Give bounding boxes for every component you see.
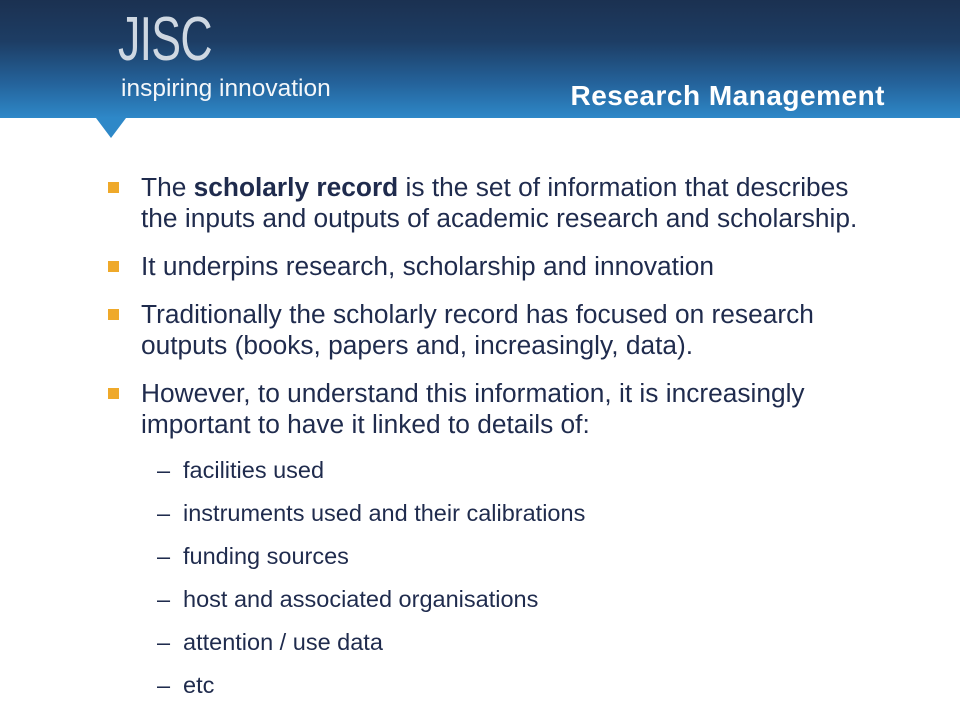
- sub-bullet-dash: –: [157, 672, 171, 698]
- sub-bullet-text: etc: [183, 672, 215, 698]
- bullet-item: [141, 378, 877, 440]
- sub-bullet-text: funding sources: [183, 543, 349, 569]
- bullet-text-bold: scholarly record: [193, 172, 399, 202]
- bullet-item: [141, 251, 877, 282]
- bullet-marker: [108, 182, 119, 193]
- section-title: Research Management: [570, 80, 885, 111]
- header-notch: [96, 118, 126, 138]
- sub-bullet-item: [141, 671, 877, 699]
- sub-bullet-text: host and associated organisations: [183, 586, 539, 612]
- sub-bullet-text: instruments used and their calibrations: [183, 500, 586, 526]
- sub-bullet-text: facilities used: [183, 457, 325, 483]
- bullet-text: It underpins research, scholarship and innovation: [141, 251, 715, 281]
- bullet-text-part: is the set of information that describes the inputs and outputs of academic research and scholarship.: [141, 172, 858, 233]
- sub-bullet-item: [141, 585, 877, 613]
- sub-bullet-list: [141, 456, 877, 699]
- bullet-marker: [108, 388, 119, 399]
- sub-bullet-item: [141, 628, 877, 656]
- sub-bullet-dash: –: [157, 543, 171, 569]
- bullet-item: [141, 172, 877, 234]
- sub-bullet-item: [141, 542, 877, 570]
- jisc-logo: JISC: [118, 5, 212, 74]
- bullet-item: [141, 299, 877, 361]
- bullet-text: [141, 172, 857, 233]
- sub-bullet-dash: –: [157, 586, 171, 612]
- bullet-text-part: The: [141, 172, 194, 202]
- sub-bullet-dash: –: [157, 629, 171, 655]
- header-banner: [0, 0, 960, 118]
- sub-bullet-dash: –: [157, 457, 171, 483]
- bullet-text: However, to understand this information, it is increasingly important to have it linked to details of:: [141, 378, 805, 439]
- bullet-text: Traditionally the scholarly record has focused on research outputs (books, papers and, increasingly, data).: [141, 299, 814, 360]
- logo-tagline: inspiring innovation: [121, 75, 331, 102]
- sub-bullet-item: [141, 499, 877, 527]
- bullet-marker: [108, 309, 119, 320]
- sub-bullet-text: attention / use data: [183, 629, 383, 655]
- sub-bullet-item: [141, 456, 877, 484]
- bullet-list: [141, 172, 877, 699]
- bullet-marker: [108, 261, 119, 272]
- sub-bullet-dash: –: [157, 500, 171, 526]
